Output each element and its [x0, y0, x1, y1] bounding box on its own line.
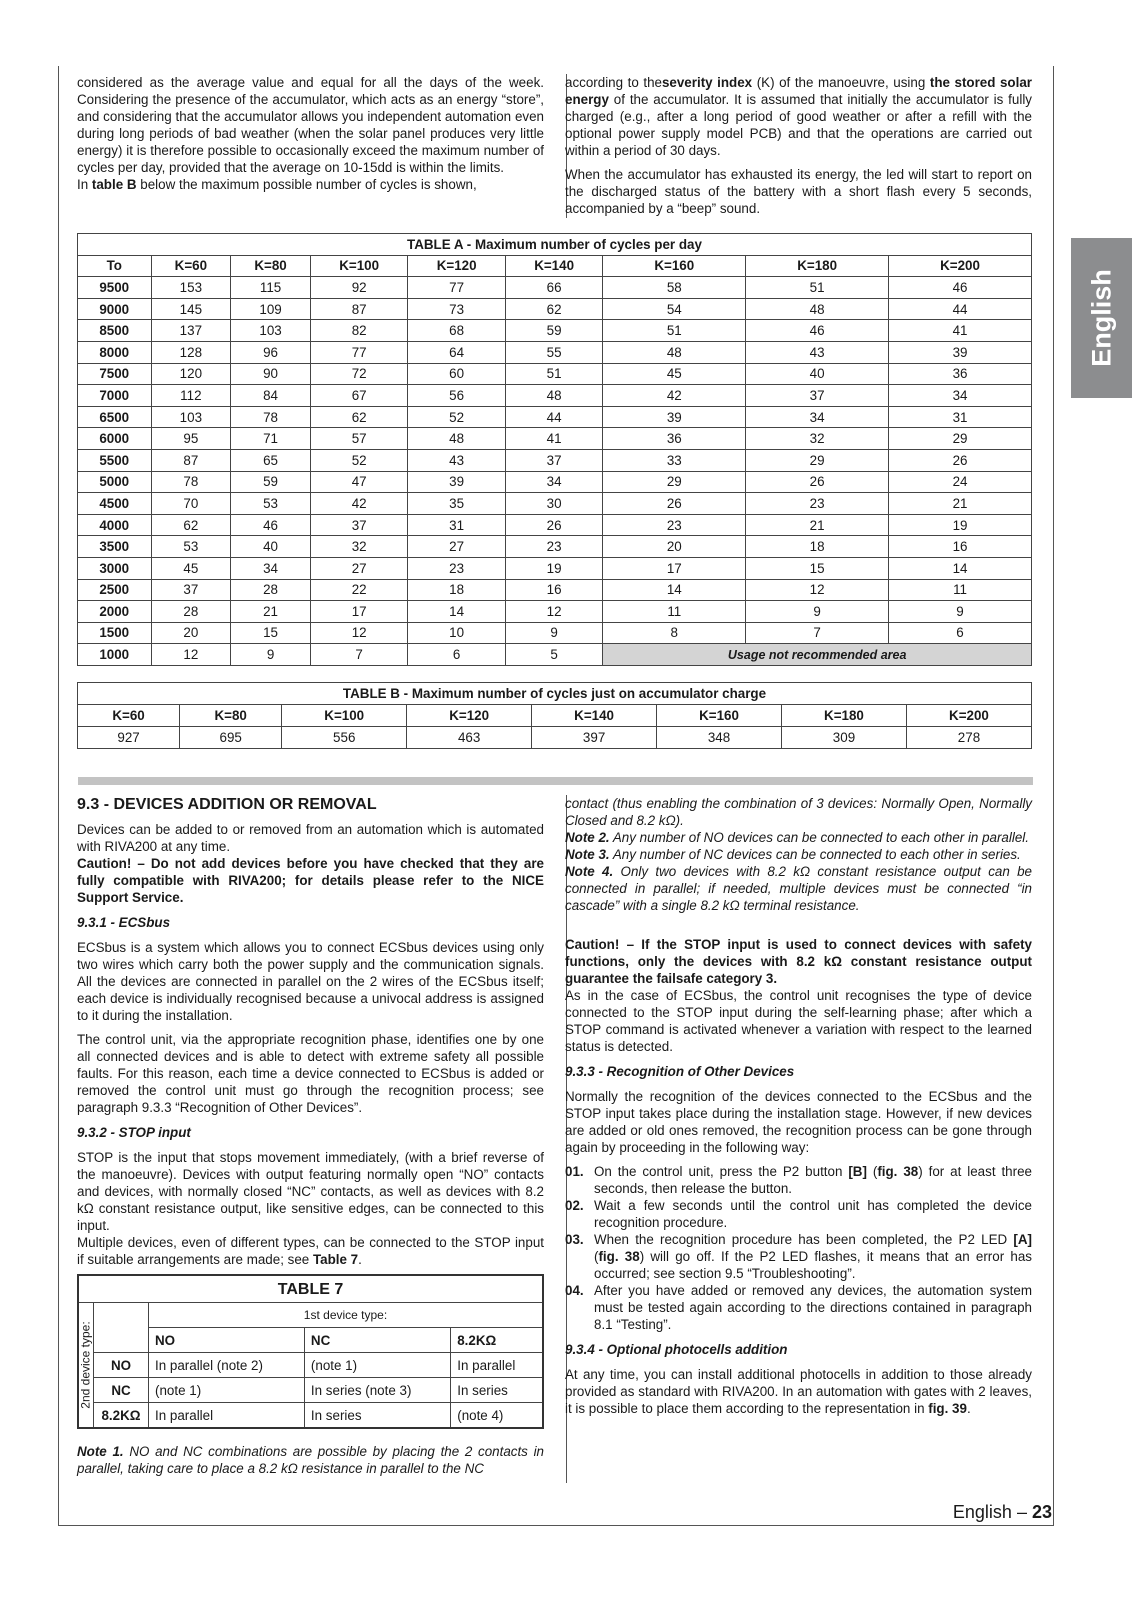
table-cell: 16	[889, 536, 1032, 558]
table-row-header: 9000	[78, 298, 152, 320]
table-row	[78, 341, 1032, 363]
table-cell: 12	[310, 622, 407, 644]
table-cell: 23	[746, 493, 889, 515]
table-cell: 48	[505, 385, 602, 407]
table-row	[78, 644, 1032, 666]
table-row-header: 2000	[78, 601, 152, 623]
top-left-column	[77, 74, 544, 193]
subsection-title: 9.3.4 - Optional photocells addition	[565, 1342, 788, 1357]
table-cell: 22	[310, 579, 407, 601]
table-row-header: 2500	[78, 579, 152, 601]
table-row-header: 5000	[78, 471, 152, 493]
table-b-header: K=200	[906, 705, 1031, 727]
table-cell: 21	[231, 601, 311, 623]
subsection-title: 9.3.2 - STOP input	[77, 1125, 191, 1140]
table-cell: 73	[408, 298, 505, 320]
table-row	[78, 298, 1032, 320]
table-cell: 26	[603, 493, 746, 515]
table-cell: 153	[151, 277, 231, 299]
table-cell: 70	[151, 493, 231, 515]
table-row	[78, 363, 1032, 385]
table-cell: 20	[603, 536, 746, 558]
table-row	[78, 428, 1032, 450]
table-row	[78, 536, 1032, 558]
table-row	[78, 493, 1032, 515]
table-b-header: K=60	[78, 705, 180, 727]
table-cell: 18	[408, 579, 505, 601]
table-cell: 53	[151, 536, 231, 558]
table-row	[78, 1403, 543, 1429]
table-cell: (note 1)	[149, 1378, 305, 1403]
table-cell: 95	[151, 428, 231, 450]
table-cell: 103	[231, 320, 311, 342]
subsection-title: 9.3.3 - Recognition of Other Devices	[565, 1064, 795, 1079]
table-cell: 17	[310, 601, 407, 623]
table-cell: 28	[151, 601, 231, 623]
paragraph: Normally the recognition of the devices connected to the ECSbus and the STOP input takes place during the installation stage. However, if new devices are added or old ones removed, the recognition process can be gone through again by proceeding in the following way:	[565, 1089, 1032, 1155]
table-cell: 34	[505, 471, 602, 493]
table-cell: In series (note 3)	[304, 1378, 450, 1403]
table-b-header: K=160	[657, 705, 782, 727]
table-cell: 53	[231, 493, 311, 515]
table-cell: 30	[505, 493, 602, 515]
table-cell: 34	[746, 406, 889, 428]
table-cell: 1000	[78, 644, 152, 666]
table-7-col-header: NC	[304, 1328, 450, 1353]
table-cell: 23	[408, 557, 505, 579]
table-cell: 92	[310, 277, 407, 299]
table-cell: 309	[782, 727, 907, 749]
table-cell: 32	[310, 536, 407, 558]
table-cell: 6	[408, 644, 505, 666]
table-row-header: 3500	[78, 536, 152, 558]
paragraph: considered as the average value and equal for all the days of the week. Considering the presence of the accumulator, which acts as an energy “store”, and considering that the accumulator allows you independent automation even during long periods of bad weather (when the solar panel produces very little energy) it is therefore possible to occasionally exceed the maximum number of cycles per day, provided that the average on 10-15dd is within the limits.	[77, 75, 544, 175]
table-7-row-header: NC	[94, 1378, 149, 1403]
table-cell: 26	[889, 449, 1032, 471]
table-row-header: 8500	[78, 320, 152, 342]
table-cell: 7	[746, 622, 889, 644]
table-cell: 46	[746, 320, 889, 342]
table-cell: (note 4)	[451, 1403, 543, 1429]
table-cell: 9	[505, 622, 602, 644]
table-cell: 43	[408, 449, 505, 471]
table-cell: 5	[505, 644, 602, 666]
second-device-type-label: 2nd device type:	[78, 1303, 94, 1429]
language-tab	[1071, 238, 1132, 398]
table-cell: 14	[889, 557, 1032, 579]
table-a-header: K=160	[603, 255, 746, 277]
table-7-corner	[94, 1303, 149, 1353]
list-item: 03. When the recognition procedure has been completed, the P2 LED [A] (fig. 38) will go off. If the P2 LED flashes, it means that an error has occurred; see section 9.5 “Troubleshooting”.	[565, 1232, 1032, 1281]
table-row	[78, 557, 1032, 579]
table-row	[78, 727, 1032, 749]
table-a	[77, 233, 1032, 666]
table-cell: 58	[603, 277, 746, 299]
table-cell: 40	[231, 536, 311, 558]
table-a-header: K=80	[231, 255, 311, 277]
table-7-title: TABLE 7	[78, 1275, 543, 1303]
table-cell: 17	[603, 557, 746, 579]
table-cell: 556	[282, 727, 407, 749]
table-cell: In parallel (note 2)	[149, 1353, 305, 1378]
table-cell: 68	[408, 320, 505, 342]
table-cell: In series	[451, 1378, 543, 1403]
paragraph: At any time, you can install additional photocells in addition to those already provided as standard with RIVA200. In an automation with gates with 2 leaves, it is possible to place them according to the representation in fig. 39.	[565, 1367, 1032, 1416]
table-cell: 37	[505, 449, 602, 471]
table-cell: 37	[746, 385, 889, 407]
table-cell: 348	[657, 727, 782, 749]
table-a-header: K=100	[310, 255, 407, 277]
table-cell: 12	[505, 601, 602, 623]
table-row-header: 4500	[78, 493, 152, 515]
paragraph: Multiple devices, even of different types, can be connected to the STOP input if suitable arrangements are made; see Table 7.	[77, 1235, 544, 1267]
table-cell: 15	[231, 622, 311, 644]
usage-not-recommended-cell: Usage not recommended area	[603, 644, 1032, 666]
table-cell: 33	[603, 449, 746, 471]
table-b-header: K=180	[782, 705, 907, 727]
page-number: 23	[1031, 1502, 1052, 1522]
table-cell: 71	[231, 428, 311, 450]
table-row	[78, 514, 1032, 536]
caution-text: Caution! – Do not add devices before you have checked that they are fully compatible with RIVA200; for details please refer to the NICE Support Service.	[77, 856, 544, 905]
table-a-header: K=200	[889, 255, 1032, 277]
table-cell: 397	[532, 727, 657, 749]
language-tab-label: English	[1086, 269, 1116, 367]
table-b-title: TABLE B - Maximum number of cycles just on accumulator charge	[78, 683, 1032, 705]
table-b-header: K=120	[407, 705, 532, 727]
top-right-column	[565, 74, 1032, 224]
list-item: 02. Wait a few seconds until the control unit has completed the device recognition procedure.	[565, 1198, 1032, 1230]
table-cell: 82	[310, 320, 407, 342]
table-cell: 8	[603, 622, 746, 644]
table-cell: 90	[231, 363, 311, 385]
table-cell: 42	[310, 493, 407, 515]
table-7-row-header: NO	[94, 1353, 149, 1378]
table-cell: 21	[889, 493, 1032, 515]
table-cell: 18	[746, 536, 889, 558]
note-1: Note 1. NO and NC combinations are possible by placing the 2 contacts in parallel, taking care to place a 8.2 kΩ resistance in parallel to the NC	[77, 1444, 544, 1476]
table-cell: 14	[603, 579, 746, 601]
table-cell: 35	[408, 493, 505, 515]
section-title: 9.3 - DEVICES ADDITION OR REMOVAL	[77, 796, 377, 813]
page-footer	[953, 1502, 1052, 1523]
table-cell: 45	[151, 557, 231, 579]
table-cell: 44	[889, 298, 1032, 320]
table-cell: 51	[746, 277, 889, 299]
table-cell: 32	[746, 428, 889, 450]
bottom-right-column	[565, 795, 1032, 1424]
table-a-header: K=180	[746, 255, 889, 277]
table-cell: 51	[505, 363, 602, 385]
table-a-header: K=60	[151, 255, 231, 277]
table-cell: 84	[231, 385, 311, 407]
table-row	[78, 1353, 543, 1378]
table-cell: 45	[603, 363, 746, 385]
table-cell: 9	[746, 601, 889, 623]
table-7-row-header: 8.2KΩ	[94, 1403, 149, 1429]
table-7-col-header: 8.2KΩ	[451, 1328, 543, 1353]
table-cell: 39	[603, 406, 746, 428]
table-cell: 43	[746, 341, 889, 363]
table-cell: 278	[906, 727, 1031, 749]
table-cell: 59	[231, 471, 311, 493]
steps-list	[565, 1163, 1032, 1333]
table-cell: 463	[407, 727, 532, 749]
table-cell: 65	[231, 449, 311, 471]
list-item: 01. On the control unit, press the P2 button [B] (fig. 38) for at least three seconds, then release the button.	[565, 1164, 1032, 1196]
table-cell: 62	[505, 298, 602, 320]
table-cell: 109	[231, 298, 311, 320]
list-item: 04. After you have added or removed any devices, the automation system must be tested again according to the directions contained in paragraph 8.1 “Testing”.	[565, 1283, 1032, 1332]
table-row	[78, 449, 1032, 471]
table-row	[78, 622, 1032, 644]
table-a-header: K=120	[408, 255, 505, 277]
table-cell: 48	[603, 341, 746, 363]
table-cell: 15	[746, 557, 889, 579]
table-cell: 96	[231, 341, 311, 363]
note-3: Note 3. Any number of NC devices can be connected to each other in series.	[565, 847, 1021, 862]
table-cell: 23	[603, 514, 746, 536]
paragraph: The control unit, via the appropriate recognition phase, identifies one by one all connected devices and is able to detect with extreme safety all possible faults. For this reason, each time a device connected to ECSbus is added or removed the control unit must go through the recognition process; see paragraph 9.3.3 “Recognition of Other Devices”.	[77, 1032, 544, 1115]
table-cell: 64	[408, 341, 505, 363]
table-row-header: 9500	[78, 277, 152, 299]
table-cell: 20	[151, 622, 231, 644]
table-cell: 78	[231, 406, 311, 428]
note-4: Note 4. Only two devices with 8.2 kΩ constant resistance output can be connected in parallel; if needed, multiple devices must be connected “in cascade” with a single 8.2 kΩ terminal resistance.	[565, 864, 1032, 913]
table-cell: 87	[151, 449, 231, 471]
table-cell: 10	[408, 622, 505, 644]
table-cell: 42	[603, 385, 746, 407]
table-cell: 48	[408, 428, 505, 450]
paragraph: In table B below the maximum possible number of cycles is shown,	[77, 177, 477, 192]
table-b	[77, 682, 1032, 749]
table-cell: 29	[746, 449, 889, 471]
paragraph: As in the case of ECSbus, the control unit recognises the type of device connected to the STOP input during the self-learning phase; after which a STOP command is activated whenever a variation with respect to the learned status is detected.	[565, 988, 1032, 1054]
table-cell: In parallel	[149, 1403, 305, 1429]
table-cell: 14	[408, 601, 505, 623]
table-b-header: K=140	[532, 705, 657, 727]
table-7	[77, 1274, 544, 1429]
table-cell: 57	[310, 428, 407, 450]
table-cell: 19	[505, 557, 602, 579]
table-cell: 26	[505, 514, 602, 536]
table-row	[78, 601, 1032, 623]
table-a-header: K=140	[505, 255, 602, 277]
table-cell: 39	[889, 341, 1032, 363]
table-cell: 46	[231, 514, 311, 536]
table-cell: 52	[408, 406, 505, 428]
table-cell: 31	[889, 406, 1032, 428]
table-cell: 39	[408, 471, 505, 493]
table-cell: 24	[889, 471, 1032, 493]
table-row-header: 8000	[78, 341, 152, 363]
table-cell: 28	[231, 579, 311, 601]
table-row-header: 7000	[78, 385, 152, 407]
table-cell: 6	[889, 622, 1032, 644]
table-cell: 47	[310, 471, 407, 493]
table-cell: 695	[180, 727, 282, 749]
caution-text: Caution! – If the STOP input is used to connect devices with safety functions, only the devices with 8.2 kΩ constant resistance output guarantee the failsafe category 3.	[565, 937, 1032, 986]
table-row	[78, 471, 1032, 493]
table-cell: 37	[151, 579, 231, 601]
paragraph: When the accumulator has exhausted its energy, the led will start to report on the discharged status of the battery with a short flash every 5 seconds, accompanied by a “beep” sound.	[565, 167, 1032, 216]
table-row	[78, 579, 1032, 601]
table-b-header: K=80	[180, 705, 282, 727]
table-row-header: 1500	[78, 622, 152, 644]
table-cell: 48	[746, 298, 889, 320]
table-cell: 19	[889, 514, 1032, 536]
table-row-header: 7500	[78, 363, 152, 385]
table-cell: 27	[408, 536, 505, 558]
bottom-left-column	[77, 795, 544, 1484]
table-cell: 34	[231, 557, 311, 579]
paragraph: contact (thus enabling the combination of 3 devices: Normally Open, Normally Closed and 8.2 kΩ).	[565, 796, 1032, 828]
table-row-header: 3000	[78, 557, 152, 579]
table-cell: 31	[408, 514, 505, 536]
table-cell: (note 1)	[304, 1353, 450, 1378]
footer-language: English –	[952, 1502, 1032, 1522]
table-cell: 72	[310, 363, 407, 385]
table-cell: 9	[231, 644, 311, 666]
table-cell: 44	[505, 406, 602, 428]
table-cell: 41	[889, 320, 1032, 342]
table-cell: 115	[231, 277, 311, 299]
table-cell: 41	[505, 428, 602, 450]
table-cell: 56	[408, 385, 505, 407]
subsection-title: 9.3.1 - ECSbus	[77, 915, 171, 930]
table-row	[78, 1378, 543, 1403]
table-cell: 27	[310, 557, 407, 579]
table-cell: 120	[151, 363, 231, 385]
table-cell: 54	[603, 298, 746, 320]
table-cell: 29	[889, 428, 1032, 450]
table-cell: 145	[151, 298, 231, 320]
table-cell: In series	[304, 1403, 450, 1429]
table-row-header: 5500	[78, 449, 152, 471]
table-cell: 55	[505, 341, 602, 363]
first-device-type-label: 1st device type:	[149, 1303, 544, 1328]
table-row	[78, 406, 1032, 428]
table-row-header: 6500	[78, 406, 152, 428]
note-2: Note 2. Any number of NO devices can be connected to each other in parallel.	[565, 830, 1029, 845]
table-cell: 77	[408, 277, 505, 299]
table-cell: 62	[310, 406, 407, 428]
table-row	[78, 385, 1032, 407]
table-cell: 78	[151, 471, 231, 493]
table-row	[78, 320, 1032, 342]
table-cell: 36	[889, 363, 1032, 385]
table-cell: 12	[746, 579, 889, 601]
table-cell: 60	[408, 363, 505, 385]
table-cell: 103	[151, 406, 231, 428]
table-cell: 66	[505, 277, 602, 299]
table-cell: 29	[603, 471, 746, 493]
table-cell: 112	[151, 385, 231, 407]
table-cell: 77	[310, 341, 407, 363]
table-cell: 12	[151, 644, 231, 666]
table-cell: 36	[603, 428, 746, 450]
table-row-header: 6000	[78, 428, 152, 450]
table-cell: 62	[151, 514, 231, 536]
table-cell: 7	[310, 644, 407, 666]
table-cell: 52	[310, 449, 407, 471]
table-cell: 26	[746, 471, 889, 493]
table-cell: 67	[310, 385, 407, 407]
table-cell: 128	[151, 341, 231, 363]
table-cell: In parallel	[451, 1353, 543, 1378]
table-row	[78, 277, 1032, 299]
table-a-header: To	[78, 255, 152, 277]
table-cell: 927	[78, 727, 180, 749]
table-cell: 23	[505, 536, 602, 558]
table-b-header: K=100	[282, 705, 407, 727]
table-cell: 9	[889, 601, 1032, 623]
table-cell: 21	[746, 514, 889, 536]
table-7-col-header: NO	[149, 1328, 305, 1353]
table-cell: 51	[603, 320, 746, 342]
table-cell: 11	[603, 601, 746, 623]
table-cell: 16	[505, 579, 602, 601]
table-cell: 87	[310, 298, 407, 320]
table-cell: 137	[151, 320, 231, 342]
table-cell: 34	[889, 385, 1032, 407]
table-cell: 37	[310, 514, 407, 536]
paragraph: ECSbus is a system which allows you to connect ECSbus devices using only two wires which carry both the power supply and the communication signals. All the devices are connected in parallel on the 2 wires of the ECSbus itself; each device is individually recognised because a univocal address is assigned to it during the installation.	[77, 940, 544, 1023]
table-cell: 11	[889, 579, 1032, 601]
table-row-header: 4000	[78, 514, 152, 536]
table-a-title: TABLE A - Maximum number of cycles per day	[78, 234, 1032, 256]
table-cell: 40	[746, 363, 889, 385]
paragraph: according to theseverity index (K) of the manoeuvre, using the stored solar energy of the accumulator. It is assumed that initially the accumulator is fully charged (e.g., after a long period of good weather or after a refill with the optional power supply model PCB) and that the operations are carried out within a period of 30 days.	[565, 75, 1032, 158]
section-separator	[78, 777, 1033, 785]
paragraph: Devices can be added to or removed from an automation which is automated with RIVA200 at any time.	[77, 822, 544, 854]
table-cell: 46	[889, 277, 1032, 299]
paragraph: STOP is the input that stops movement immediately, (with a brief reverse of the manoeuvre). Devices with output featuring normally open “NO” contacts and devices, with normally closed “NC” contacts, as well as devices with 8.2 kΩ constant resistance output, like sensitive edges, can be connected to this input.	[77, 1150, 544, 1233]
table-cell: 59	[505, 320, 602, 342]
